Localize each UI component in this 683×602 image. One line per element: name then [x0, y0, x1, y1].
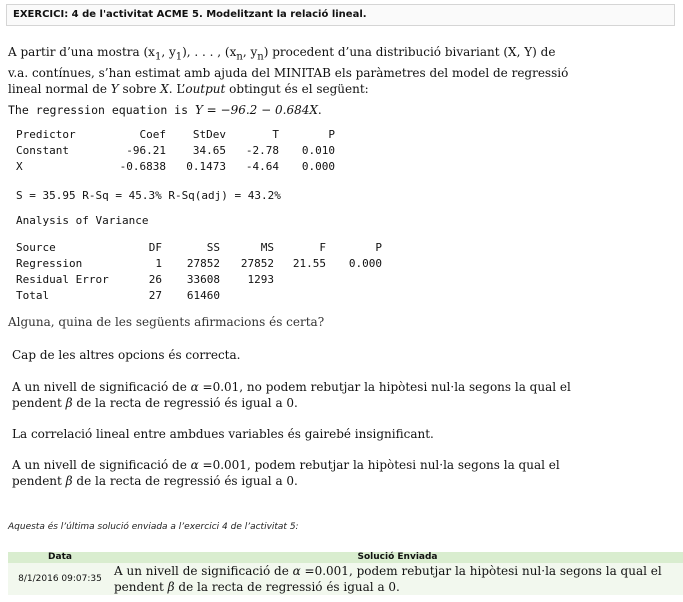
cell: Residual Error — [16, 273, 109, 286]
col-source: Source — [16, 241, 56, 254]
cell: 61460 — [186, 289, 220, 302]
cell: 27852 — [240, 257, 274, 270]
table-header-row — [16, 240, 382, 256]
cell: 33608 — [186, 273, 220, 286]
col-p: P — [328, 128, 335, 141]
submission-table — [8, 552, 683, 595]
col-submitted-solution: Solució Enviada — [112, 552, 683, 563]
anova-title: Analysis of Variance — [16, 214, 149, 227]
answer-option-1[interactable]: Cap de les altres opcions és correcta. — [12, 348, 241, 362]
table-header-row — [8, 552, 683, 563]
submission-date: 8/1/2016 09:07:35 — [8, 563, 112, 595]
cell: 27 — [148, 289, 162, 302]
cell: Regression — [16, 257, 83, 270]
answer-option-4[interactable]: A un nivell de significació de α =0.001, podem rebutjar la hipòtesi nul·la segons la qual el pendent β de la recta de regressió és igual a 0. — [12, 458, 560, 488]
col-date: Data — [8, 552, 112, 563]
cell — [274, 272, 326, 288]
cell: -4.64 — [245, 160, 279, 173]
table-row — [16, 256, 382, 272]
table-row — [8, 563, 683, 595]
cell: 27852 — [186, 257, 220, 270]
cell: -2.78 — [245, 144, 279, 157]
cell: 0.000 — [301, 160, 335, 173]
cell — [220, 288, 274, 304]
col-t: T — [272, 128, 279, 141]
fit-statistics: S = 35.95 R-Sq = 45.3% R-Sq(adj) = 43.2% — [16, 189, 281, 202]
table-row — [16, 288, 382, 304]
cell: X — [16, 160, 23, 173]
table-row — [16, 272, 382, 288]
col-stdev: StDev — [192, 128, 226, 141]
answer-option-3[interactable]: La correlació lineal entre ambdues variables és gairebé insignificant. — [12, 427, 434, 441]
exercise-title: EXERCICI: 4 de l'activitat ACME 5. Modelitzant la relació lineal. — [6, 4, 675, 26]
answer-option-2[interactable]: A un nivell de significació de α =0.01, no podem rebutjar la hipòtesi nul·la segons la qual el pendent β de la recta de regressió és igual a 0. — [12, 380, 571, 410]
col-df: DF — [148, 241, 162, 254]
cell: Constant — [16, 144, 69, 157]
submitted-answer: A un nivell de significació de α =0.001, podem rebutjar la hipòtesi nul·la segons la qual el pendent β de la recta de regressió és igual a 0. — [112, 563, 683, 595]
table-header-row — [16, 127, 335, 143]
table-row — [16, 143, 335, 159]
question-text-clipped: Alguna, quina de les següents afirmacions és certa? — [8, 315, 325, 329]
cell: Total — [16, 289, 50, 302]
anova-table — [16, 240, 382, 304]
regression-equation: The regression equation is Y = −96.2 − 0.684X. — [8, 103, 322, 117]
cell: -0.6838 — [119, 160, 166, 173]
col-coef: Coef — [139, 128, 166, 141]
cell: -96.21 — [126, 144, 166, 157]
cell: 1293 — [247, 273, 274, 286]
cell: 1 — [155, 257, 162, 270]
cell: 34.65 — [192, 144, 226, 157]
cell: 0.010 — [301, 144, 335, 157]
cell: 26 — [148, 273, 162, 286]
coefficient-table — [16, 127, 335, 175]
col-ms: MS — [260, 241, 274, 254]
col-p: P — [375, 241, 382, 254]
col-f: F — [319, 241, 326, 254]
problem-statement: A partir d’una mostra ($x_1$, $y_1$), . . . , ($x_n$, $y_n$) procedent d’una distribució bivariant (X, Y) de v.a. contínues, s’han estimat amb ajuda del MINITAB els paràmetres del model de regressió lineal normal de Y sobre X. L’output obtingut és el següent: — [8, 45, 569, 97]
cell: 0.1473 — [186, 160, 226, 173]
cell — [326, 288, 382, 304]
cell — [274, 288, 326, 304]
cell: 0.000 — [348, 257, 382, 270]
table-row — [16, 159, 335, 175]
last-submission-note: Aquesta és l’última solució enviada a l’exercici 4 de l’activitat 5: — [8, 522, 299, 532]
cell: 21.55 — [292, 257, 326, 270]
col-ss: SS — [206, 241, 220, 254]
cell — [326, 272, 382, 288]
col-predictor: Predictor — [16, 128, 76, 141]
